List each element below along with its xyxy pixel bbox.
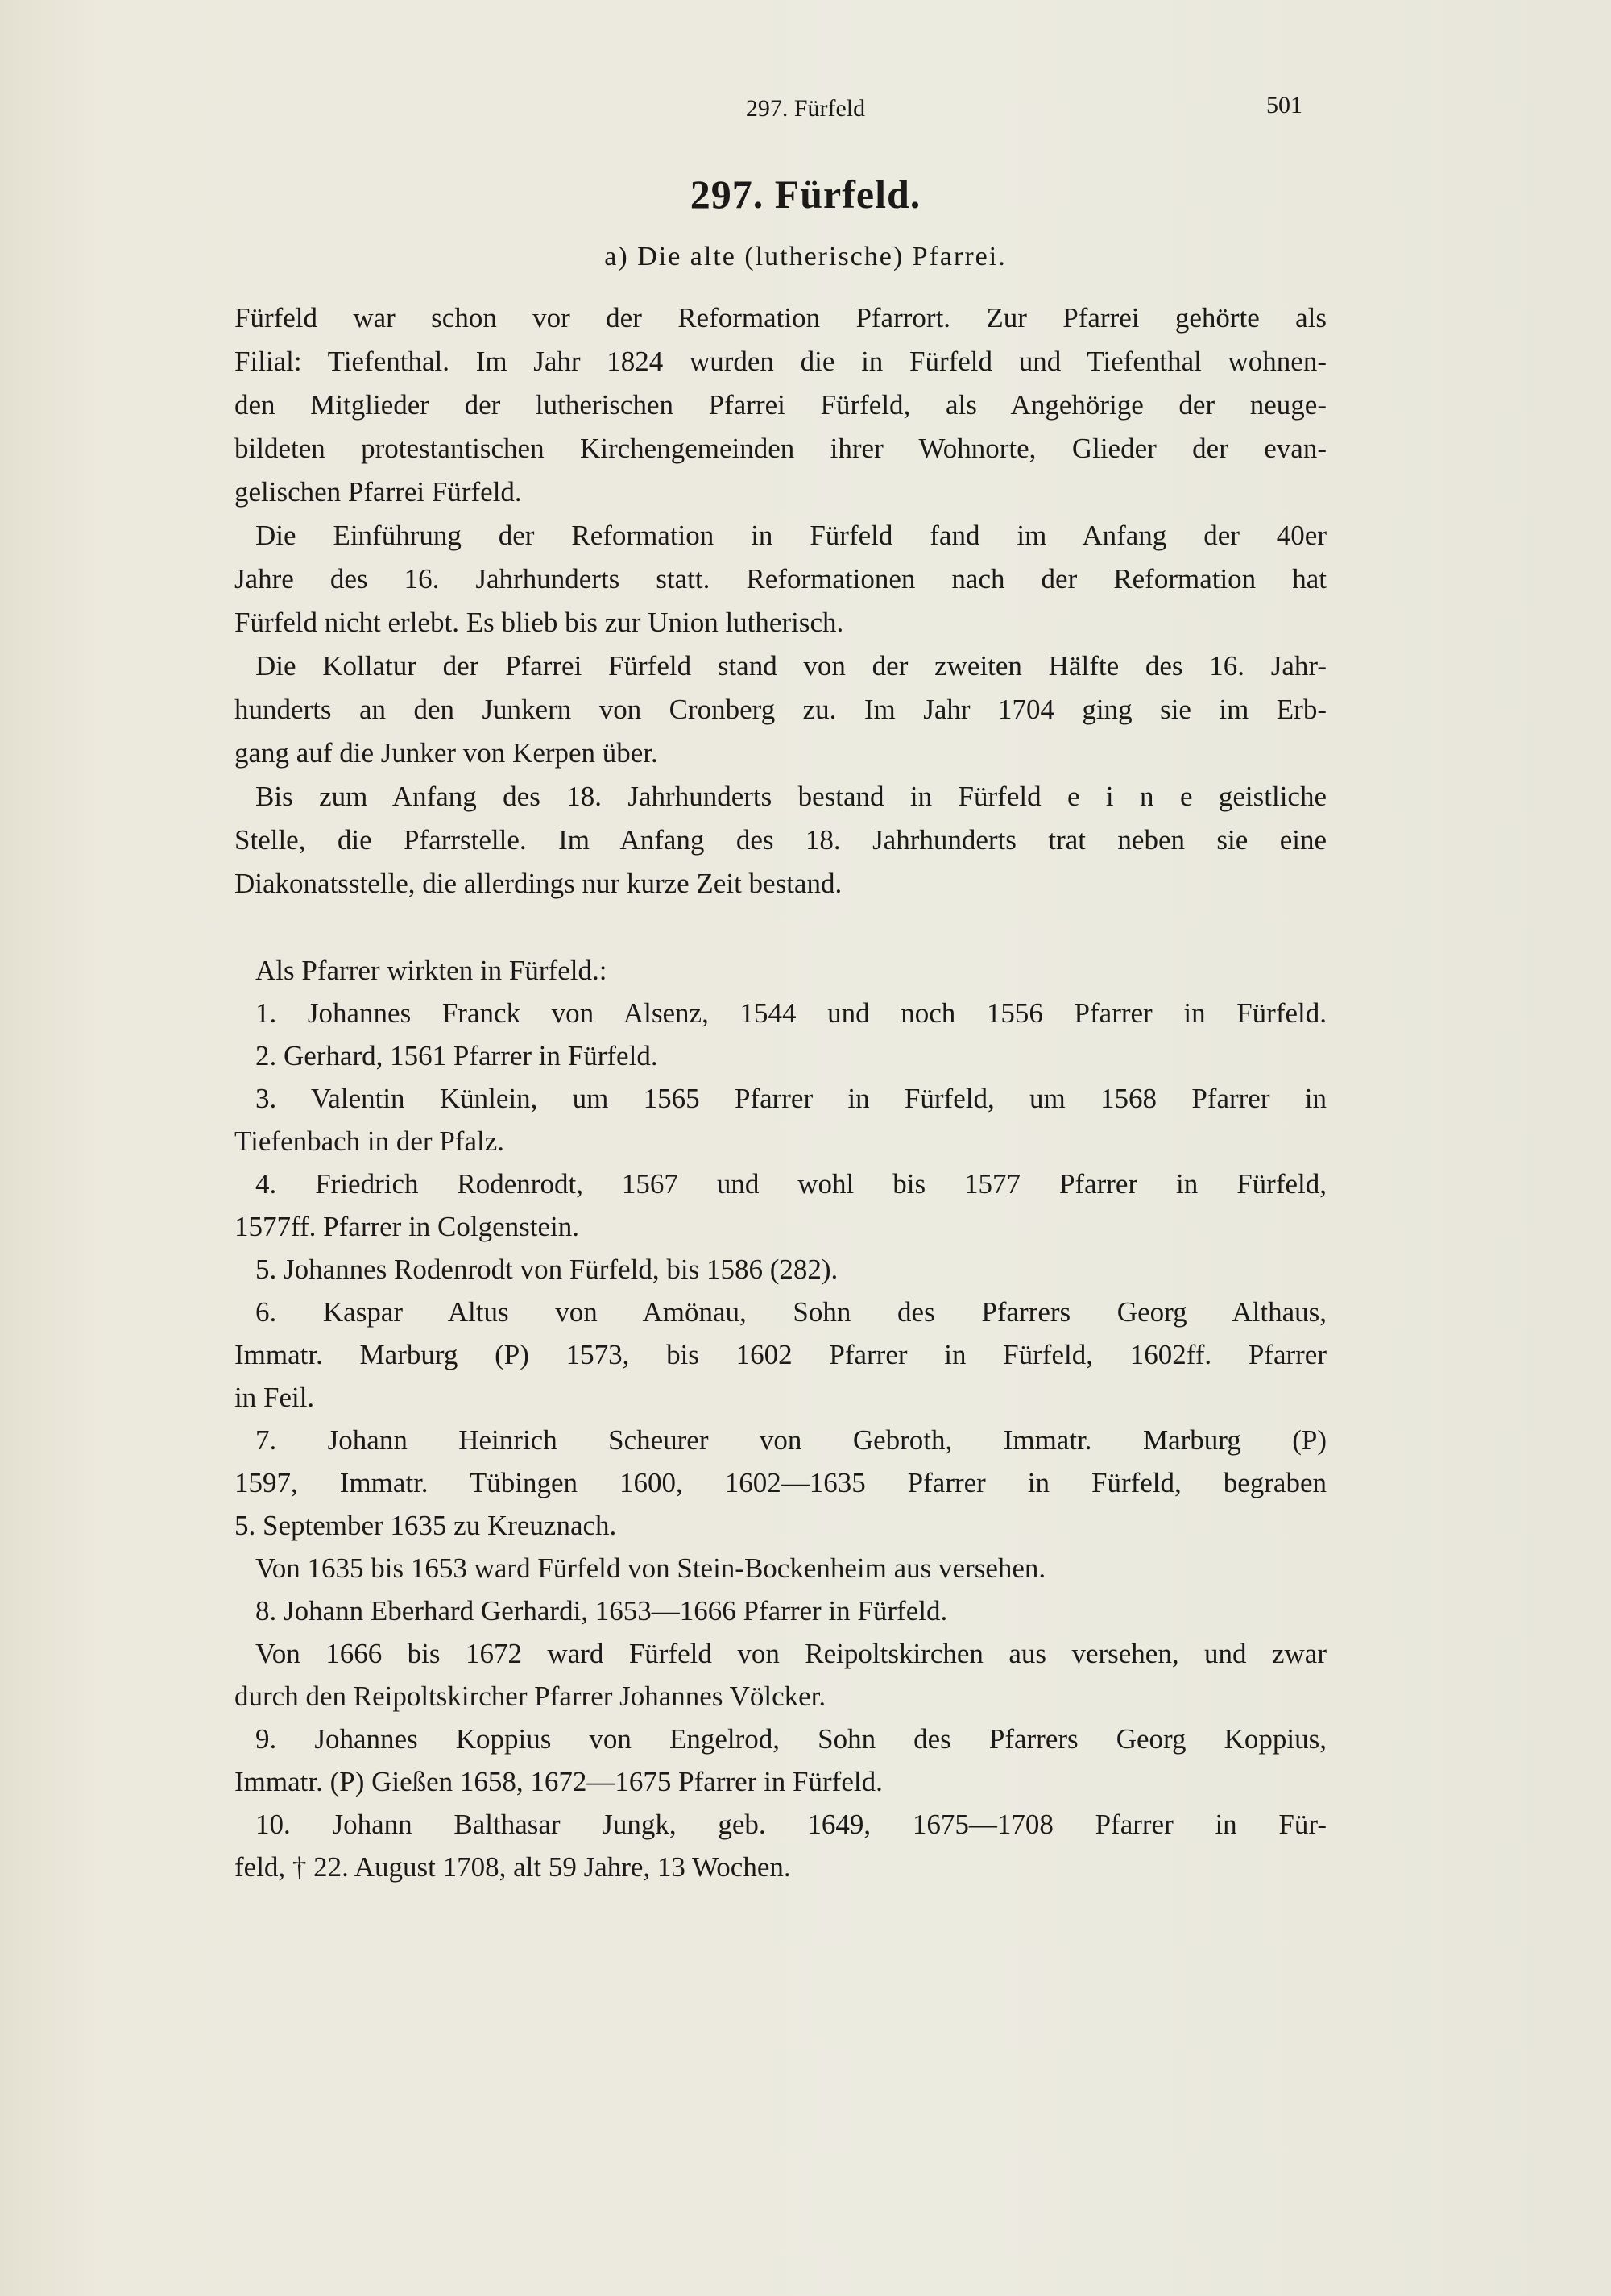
text-line: gang auf die Junker von Kerpen über. [234,737,658,769]
list-item-cont: 5. September 1635 zu Kreuznach. [234,1510,617,1541]
paragraph [234,775,1327,906]
list-item-cont: feld, † 22. August 1708, alt 59 Jahre, 13 Wochen. [234,1851,791,1883]
list-note: Von 1635 bis 1653 ward Fürfeld von Stein-Bockenheim aus versehen. [255,1552,1046,1584]
text-line: Jahre des 16. Jahrhunderts statt. Reformationen nach der Reformation hat [234,563,1327,595]
page-number: 501 [1266,92,1302,118]
list-item: 3. Valentin Künlein, um 1565 Pfarrer in Fürfeld, um 1568 Pfarrer in [255,1083,1327,1114]
list-intro: Als Pfarrer wirkten in Fürfeld.: [255,955,607,986]
spacer [234,906,1327,949]
list-item: 4. Friedrich Rodenrodt, 1567 und wohl bis 1577 Pfarrer in Fürfeld, [255,1168,1327,1200]
list-item-cont: Tiefenbach in der Pfalz. [234,1125,504,1157]
text-line: Bis zum Anfang des 18. Jahrhunderts bestand in Fürfeld e i n e geistliche [255,781,1327,812]
text-line: Filial: Tiefenthal. Im Jahr 1824 wurden die in Fürfeld und Tiefenthal wohnen- [234,346,1327,377]
list-item: 9. Johannes Koppius von Engelrod, Sohn des Pfarrers Georg Koppius, [255,1723,1327,1755]
paragraph [234,296,1327,514]
text-line: Die Einführung der Reformation in Fürfeld fand im Anfang der 40er [255,520,1327,551]
list-item: 8. Johann Eberhard Gerhardi, 1653—1666 Pfarrer in Fürfeld. [255,1595,948,1627]
pastor-list [234,949,1327,1888]
text-line: hunderts an den Junkern von Cronberg zu. Im Jahr 1704 ging sie im Erb- [234,694,1327,725]
text-line: Fürfeld nicht erlebt. Es blieb bis zur Union lutherisch. [234,607,844,638]
subsection-title: a) Die alte (lutherische) Pfarrei. [604,242,1007,271]
list-item: 5. Johannes Rodenrodt von Fürfeld, bis 1586 (282). [255,1254,839,1285]
paragraph [234,644,1327,775]
text-line: Diakonatsstelle, die allerdings nur kurze Zeit bestand. [234,868,843,899]
list-note-cont: durch den Reipoltskircher Pfarrer Johannes Völcker. [234,1681,826,1712]
list-item-cont: in Feil. [234,1382,315,1413]
list-item-cont: Immatr. Marburg (P) 1573, bis 1602 Pfarrer in Fürfeld, 1602ff. Pfarrer [234,1339,1327,1370]
list-item: 2. Gerhard, 1561 Pfarrer in Fürfeld. [255,1040,658,1071]
text-line: Fürfeld war schon vor der Reformation Pfarrort. Zur Pfarrei gehörte als [234,302,1327,334]
text-line: Die Kollatur der Pfarrei Fürfeld stand von der zweiten Hälfte des 16. Jahr- [255,650,1327,682]
body-text [234,296,1327,1888]
list-item-cont: 1577ff. Pfarrer in Colgenstein. [234,1211,580,1242]
list-item: 1. Johannes Franck von Alsenz, 1544 und noch 1556 Pfarrer in Fürfeld. [255,997,1327,1029]
text-line: gelischen Pfarrei Fürfeld. [234,476,522,508]
text-line: Stelle, die Pfarrstelle. Im Anfang des 18. Jahrhunderts trat neben sie eine [234,824,1327,856]
text-line: den Mitglieder der lutherischen Pfarrei Fürfeld, als Angehörige der neuge- [234,389,1327,421]
running-header: 297. Fürfeld [745,95,866,122]
text-line: bildeten protestantischen Kirchengemeinden ihrer Wohnorte, Glieder der evan- [234,433,1327,464]
list-item: 10. Johann Balthasar Jungk, geb. 1649, 1675—1708 Pfarrer in Für- [255,1809,1327,1840]
list-item-cont: 1597, Immatr. Tübingen 1600, 1602—1635 Pfarrer in Fürfeld, begraben [234,1467,1327,1498]
section-title: 297. Fürfeld. [690,172,921,217]
list-item: 7. Johann Heinrich Scheurer von Gebroth, Immatr. Marburg (P) [255,1424,1327,1456]
list-item-cont: Immatr. (P) Gießen 1658, 1672—1675 Pfarrer in Fürfeld. [234,1766,883,1797]
list-note: Von 1666 bis 1672 ward Fürfeld von Reipoltskirchen aus versehen, und zwar [255,1638,1327,1669]
list-item: 6. Kaspar Altus von Amönau, Sohn des Pfarrers Georg Althaus, [255,1296,1327,1328]
paragraph [234,514,1327,644]
